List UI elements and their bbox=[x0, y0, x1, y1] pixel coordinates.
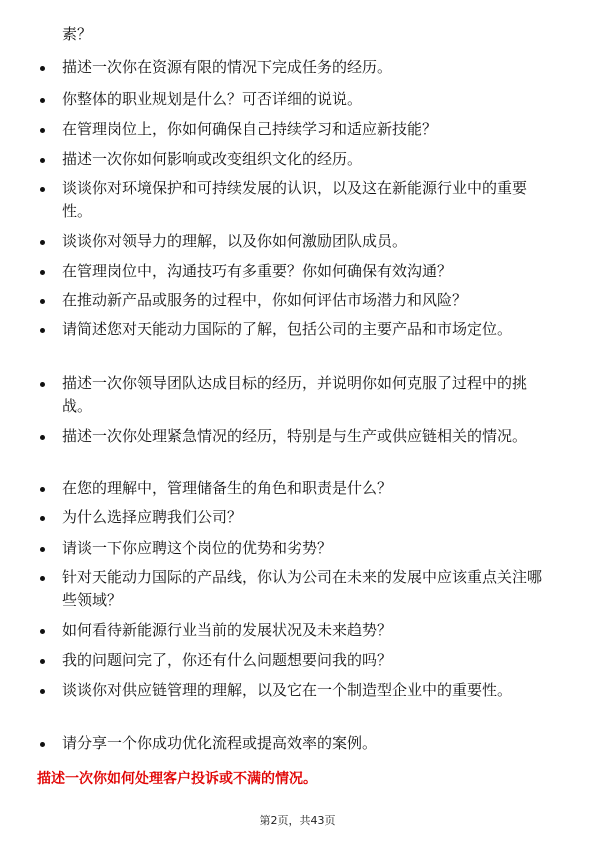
continued-text: 素？ bbox=[62, 25, 93, 43]
bullet-icon bbox=[40, 98, 45, 103]
bullet-icon bbox=[40, 629, 45, 634]
bullet-icon bbox=[40, 547, 45, 552]
bullet-icon bbox=[40, 689, 45, 694]
bullet-icon bbox=[40, 382, 45, 387]
bullet-icon bbox=[40, 158, 45, 163]
bullet-icon bbox=[40, 487, 45, 492]
bullet-icon bbox=[40, 128, 45, 133]
bullet-icon bbox=[40, 742, 45, 747]
document-page: 素？ 描述一次你在资源有限的情况下完成任务的经历。 你整体的职业规划是什么？可否详细的说说。 在管理岗位上，你如何确保自己持续学习和适应新技能？ 描述一次你如何影响或改变组织文化的经历。 谈谈你对环境保护和可持续发展的认识，以及这在新能源行业中的重要性。 谈谈你对领导力的理解，以及你如何激励团队成员。 在管理岗位中，沟通技巧有多重要？你如何确保有效沟通？ 在推动新产品或服务的过程中，你如何评估市场潜力和风险？ 请简述您对天能动力国际的了解，包括公司的主要产品和市场定位。 描述一次你领导团队达成目标的经历，并说明你如何克服了过程中的挑战。 描述一次你处理紧急情况的经历，特别是与生产或供应链相关的情况。 在您的理解中，管理储备生的角色和职责是什么？ 为什么选择应聘我们公司？ 请谈一下你应聘这个岗位的优势和劣势？ 针对天能动力国际的产品线，你认为公司在未来的发展中应该重点关注哪些领域？ 如何看待新能源行业当前的发展状况及未来趋势？ 我的问题问完了，你还有什么问题想要问我的吗？ 谈谈你对供应链管理的理解，以及它在一个制造型企业中的重要性。 请分享一个你成功优化流程或提高效率的案例。 描述一次你如何处理客户投诉或不满的情况。 第2页，共43页 bbox=[0, 0, 595, 842]
bullet-icon bbox=[40, 576, 45, 581]
bullet-icon bbox=[40, 299, 45, 304]
bullet-icon bbox=[40, 240, 45, 245]
bullet-icon bbox=[40, 66, 45, 71]
bullet-icon bbox=[40, 659, 45, 664]
bullet-icon bbox=[40, 435, 45, 440]
bullet-icon bbox=[40, 328, 45, 333]
highlighted-question: 描述一次你如何处理客户投诉或不满的情况。 bbox=[37, 771, 317, 787]
bullet-icon bbox=[40, 270, 45, 275]
bullet-icon bbox=[40, 187, 45, 192]
bullet-icon bbox=[40, 516, 45, 521]
page-footer: 第2页，共43页 bbox=[259, 814, 336, 827]
